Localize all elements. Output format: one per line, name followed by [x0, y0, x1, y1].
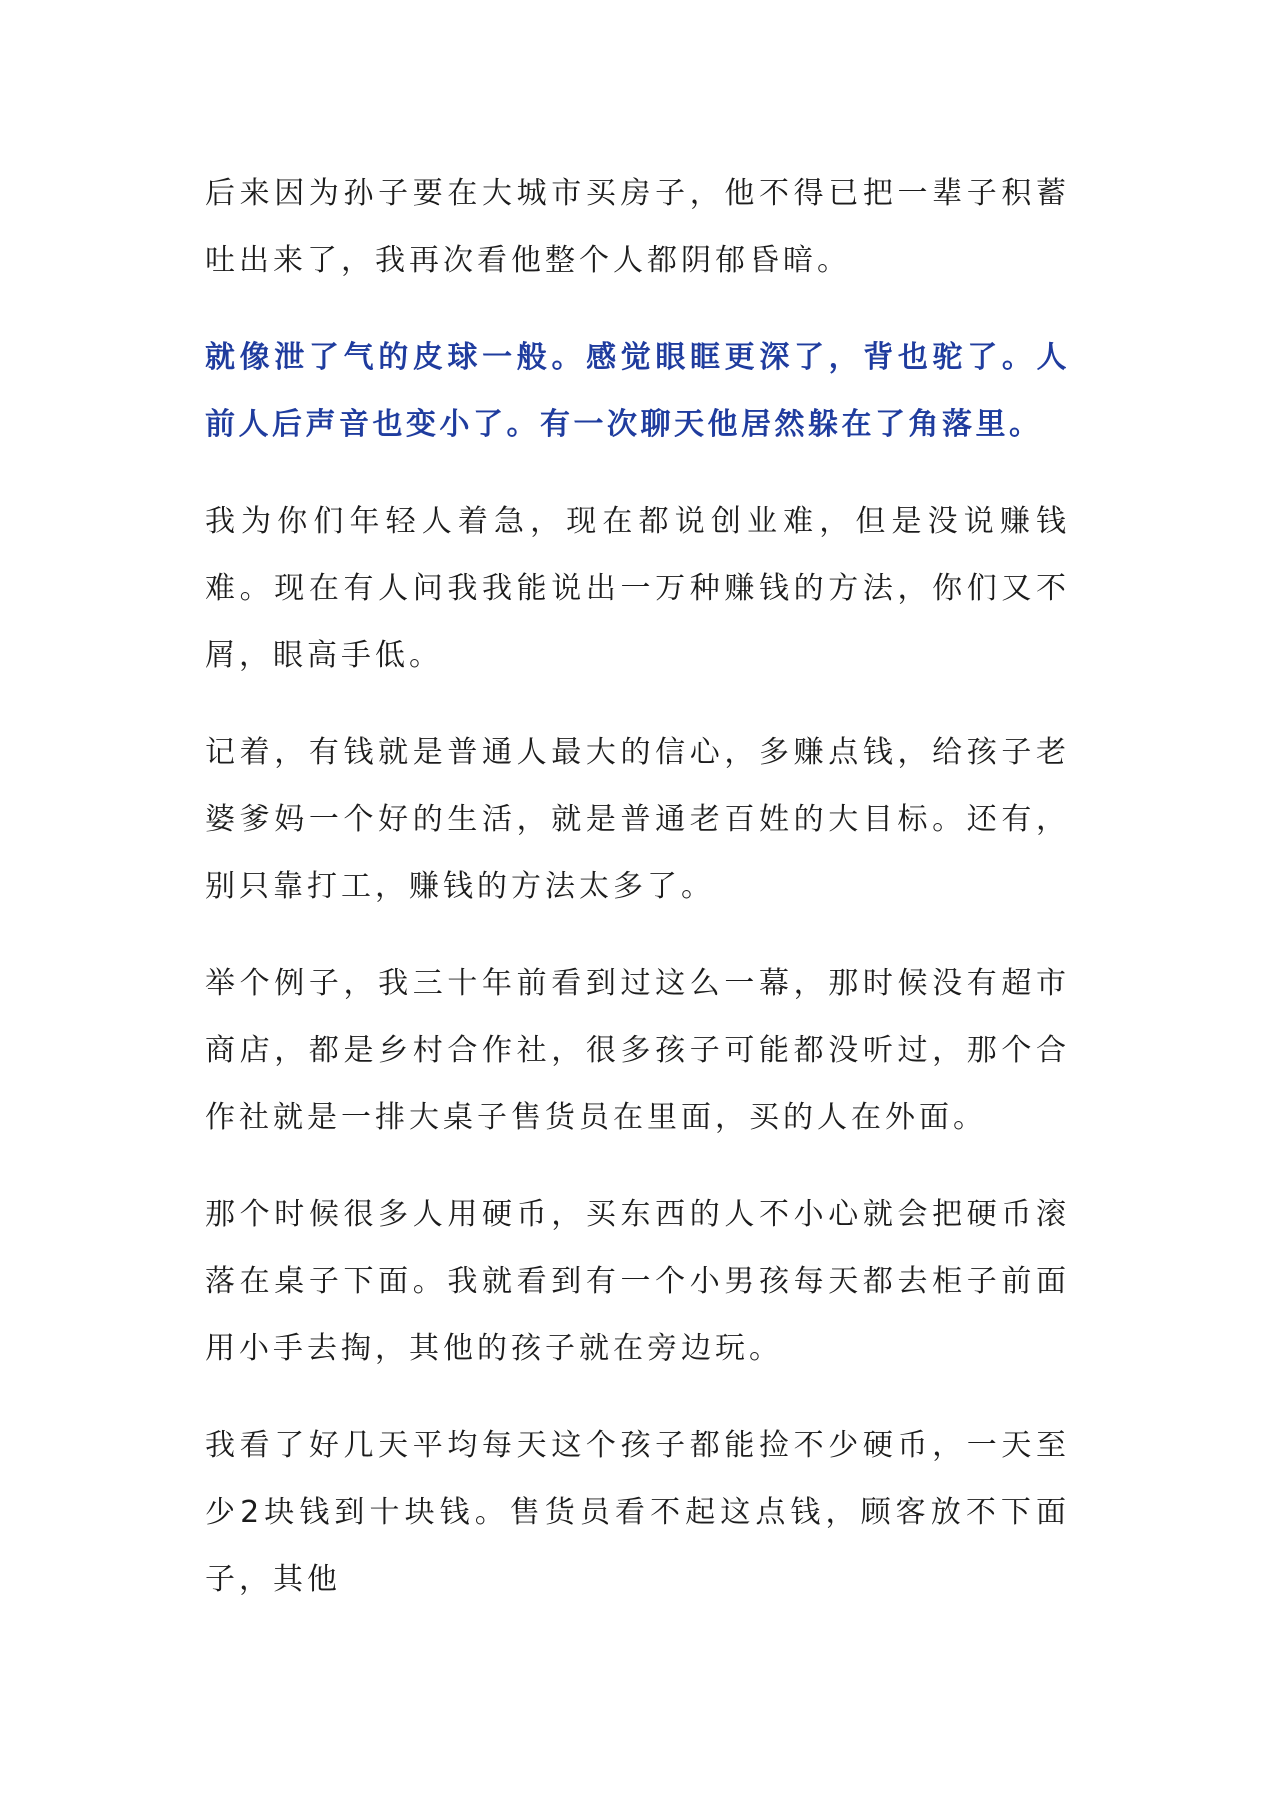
text-column [205, 160, 1070, 1643]
paragraph-3: 我为你们年轻人着急，现在都说创业难，但是没说赚钱难。现在有人问我我能说出一万种赚钱的方法，你们又不屑，眼高手低。 [205, 504, 1070, 673]
paragraph-1: 后来因为孙子要在大城市买房子，他不得已把一辈子积蓄吐出来了，我再次看他整个人都阴郁昏暗。 [205, 176, 1070, 278]
paragraph-5: 举个例子，我三十年前看到过这么一幕，那时候没有超市商店，都是乡村合作社，很多孩子可能都没听过，那个合作社就是一排大桌子售货员在里面，买的人在外面。 [205, 966, 1070, 1135]
paragraph-6: 那个时候很多人用硬币，买东西的人不小心就会把硬币滚落在桌子下面。我就看到有一个小男孩每天都去柜子前面用小手去掏，其他的孩子就在旁边玩。 [205, 1197, 1070, 1366]
paragraph-7: 我看了好几天平均每天这个孩子都能捡不少硬币，一天至少2块钱到十块钱。售货员看不起这点钱，顾客放不下面子，其他 [205, 1428, 1070, 1597]
paragraph-4: 记着，有钱就是普通人最大的信心，多赚点钱，给孩子老婆爹妈一个好的生活，就是普通老百姓的大目标。还有，别只靠打工，赚钱的方法太多了。 [205, 735, 1070, 904]
paragraph-2-highlighted: 就像泄了气的皮球一般。感觉眼眶更深了，背也驼了。人前人后声音也变小了。有一次聊天他居然躲在了角落里。 [205, 340, 1070, 442]
